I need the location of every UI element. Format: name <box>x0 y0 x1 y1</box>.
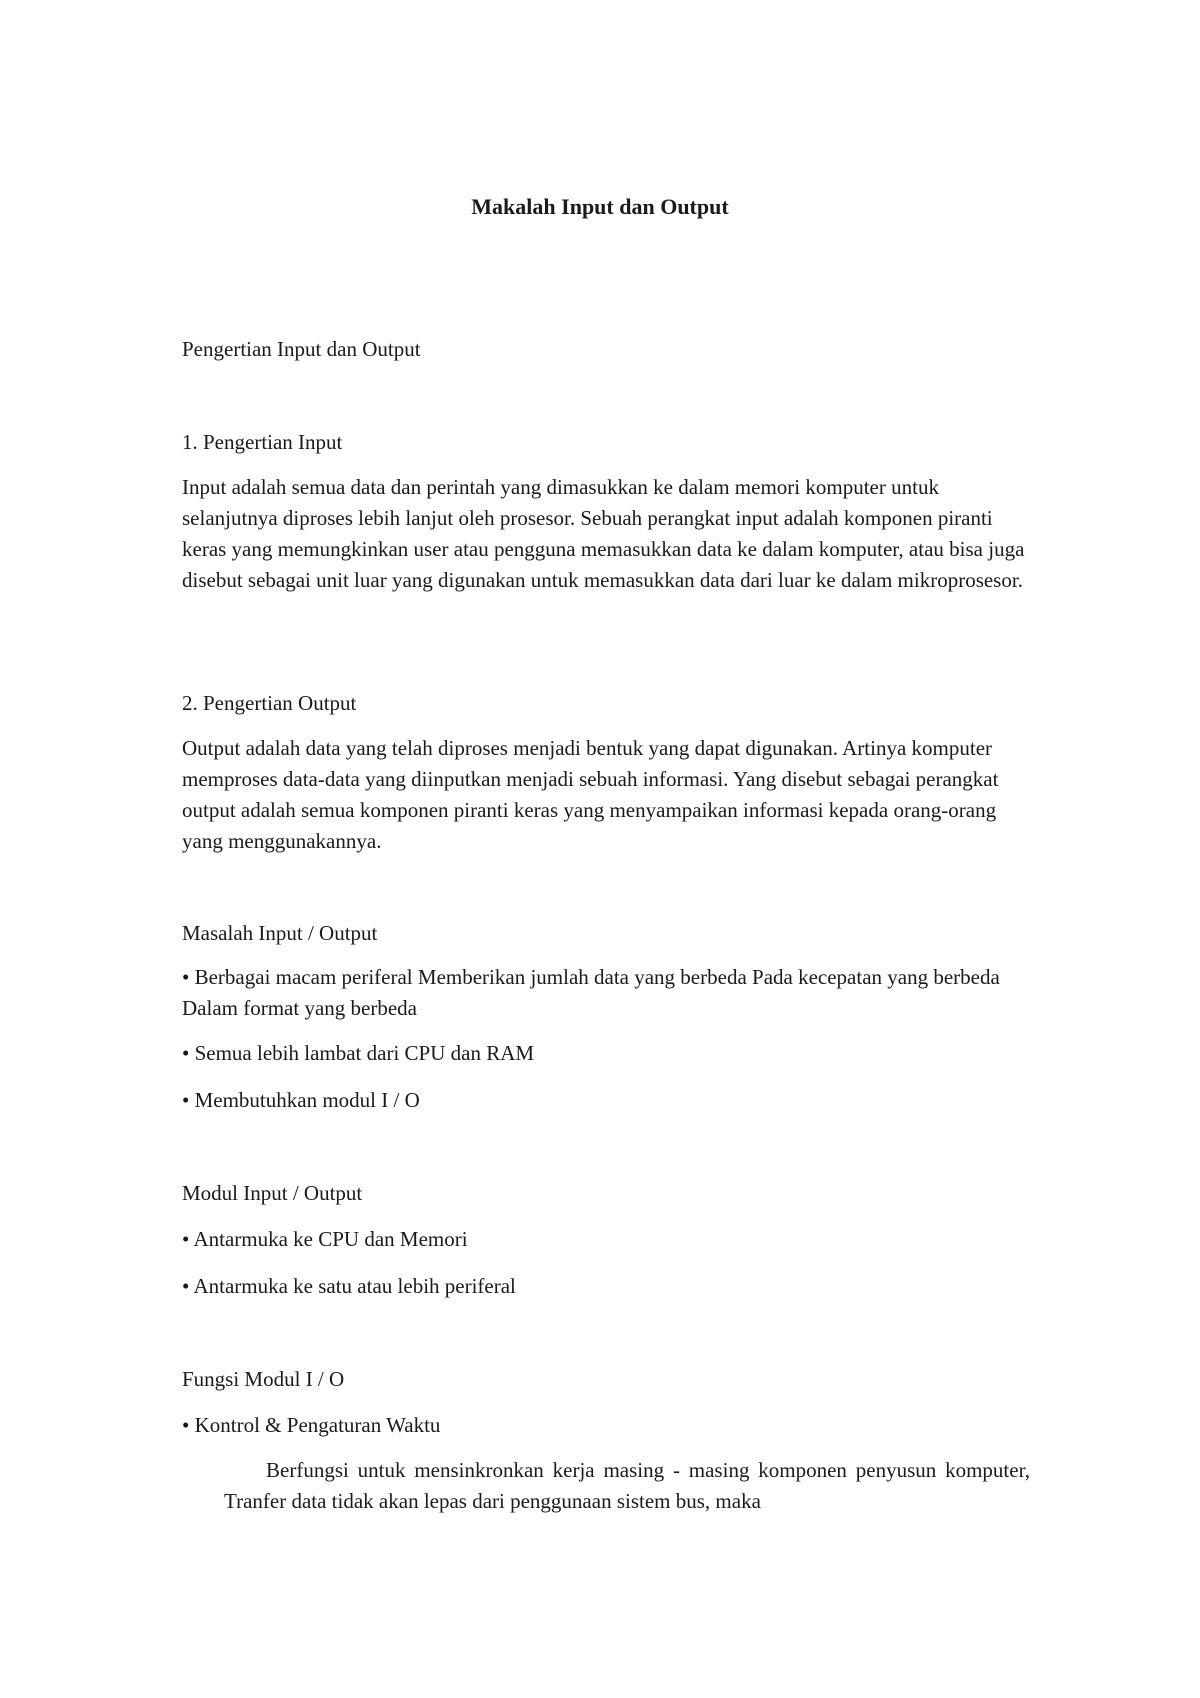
modul-bullet-2: • Antarmuka ke satu atau lebih periferal <box>182 1274 516 1298</box>
document-title: Makalah Input dan Output <box>471 194 729 219</box>
main-heading: Pengertian Input dan Output <box>182 337 421 361</box>
fungsi-body: Berfungsi untuk mensinkronkan kerja masing - masing komponen penyusun komputer, Tranfer data tidak akan lepas dari penggunaan sistem bus, maka <box>224 1458 1030 1513</box>
fungsi-heading: Fungsi Modul I / O <box>182 1367 345 1391</box>
section1-heading: 1. Pengertian Input <box>182 430 343 454</box>
masalah-heading: Masalah Input / Output <box>182 921 378 945</box>
masalah-bullet-2: • Semua lebih lambat dari CPU dan RAM <box>182 1041 535 1065</box>
section1-body: Input adalah semua data dan perintah yang dimasukkan ke dalam memori komputer untuk selanjutnya diproses lebih lanjut oleh prosesor. Sebuah perangkat input adalah komponen piranti keras yang memungkinkan user atau pengguna memasukkan data ke dalam komputer, atau bisa juga disebut sebagai unit luar yang digunakan untuk memasukkan data dari luar ke dalam mikroprosesor. <box>182 475 1025 592</box>
fungsi-bullet-1: • Kontrol & Pengaturan Waktu <box>182 1413 441 1437</box>
masalah-bullet-1: • Berbagai macam periferal Memberikan jumlah data yang berbeda Pada kecepatan yang berbeda Dalam format yang berbeda <box>182 965 1000 1020</box>
modul-heading: Modul Input / Output <box>182 1181 363 1205</box>
modul-bullet-1: • Antarmuka ke CPU dan Memori <box>182 1227 468 1251</box>
masalah-bullet-3: • Membutuhkan modul I / O <box>182 1088 420 1112</box>
section2-heading: 2. Pengertian Output <box>182 691 357 715</box>
section2-body: Output adalah data yang telah diproses menjadi bentuk yang dapat digunakan. Artinya komputer memproses data-data yang diinputkan menjadi sebuah informasi. Yang disebut sebagai perangkat output adalah semua komponen piranti keras yang menyampaikan informasi kepada orang-orang yang menggunakannya. <box>182 736 999 853</box>
